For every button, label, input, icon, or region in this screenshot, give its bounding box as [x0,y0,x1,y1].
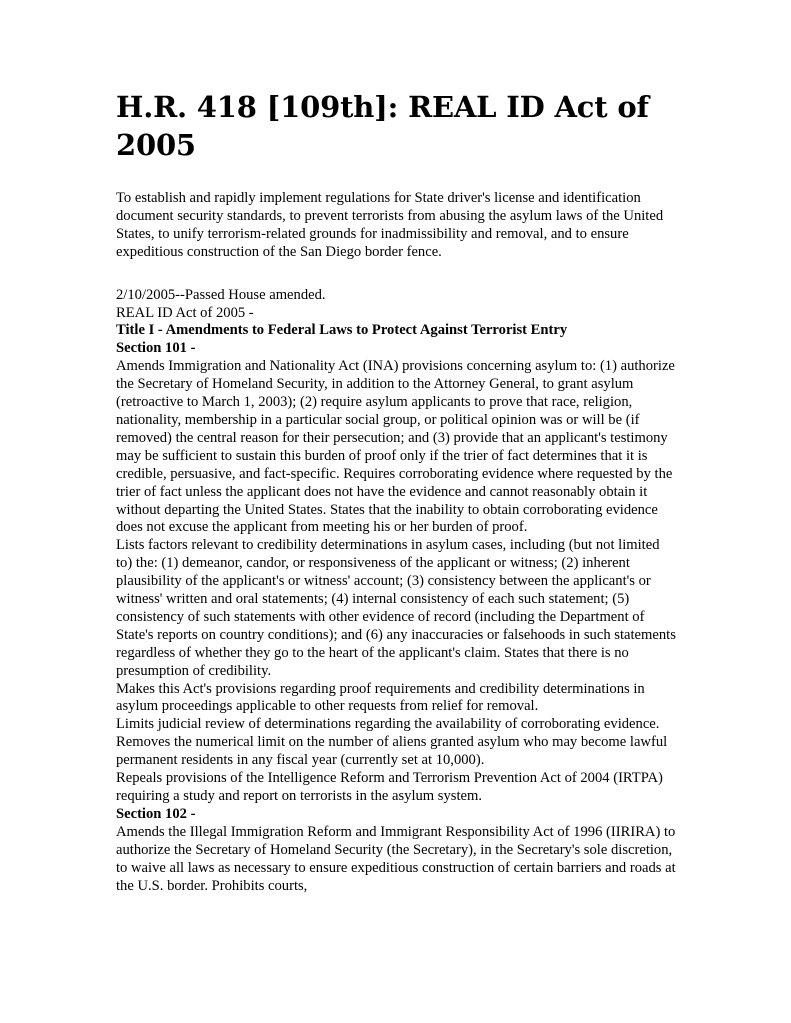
act-name-line: REAL ID Act of 2005 - [116,304,254,321]
section-paragraph: Repeals provisions of the Intelligence Reform and Terrorism Prevention Act of 2004 (IRTPA) requiring a study and report on terrorists in the asylum system. [116,770,663,804]
section-paragraph: Amends the Illegal Immigration Reform and Immigrant Responsibility Act of 1996 (IIRIRA) to authorize the Secretary of Homeland Security (the Secretary), in the Secretary's sole discretion, to waive all laws as necessary to ensure expeditious construction of certain barriers and roads at the U.S. border. Prohibits courts, [116,823,676,894]
section-102 [116,806,676,896]
section-heading: Section 102 - [116,805,196,822]
section-paragraph: Removes the numerical limit on the number of aliens granted asylum who may become lawful permanent residents in any fiscal year (currently set at 10,000). [116,734,668,769]
section-101 [116,340,676,806]
section-paragraph: Limits judicial review of determinations regarding the availability of corroborating evidence. [116,716,660,733]
document-title: H.R. 418 [109th]: REAL ID Act of 2005 [116,90,649,162]
section-paragraph: Makes this Act's provisions regarding proof requirements and credibility determinations in asylum proceedings applicable to other requests from relief for removal. [116,680,645,715]
title-i-heading: Title I - Amendments to Federal Laws to Protect Against Terrorist Entry [116,322,568,339]
status-line: 2/10/2005--Passed House amended. [116,286,326,303]
section-heading: Section 101 - [116,340,196,357]
document-page [116,88,676,895]
section-paragraph: Lists factors relevant to credibility determinations in asylum cases, including (but not limited to) the: (1) demeanor, candor, or responsiveness of the applicant or witness; (2) inherent plausibility of the applicant's or witness' account; (3) consistency between the applicant's or witness' written and oral statements; (4) internal consistency of each such statement; (5) consistency of such statements with other evidence of record (including the Department of State's reports on country conditions); and (6) any inaccuracies or falsehoods in such statements regardless of whether they go to the heart of the applicant's claim. States that there is no presumption of credibility. [116,537,676,679]
section-paragraph: Amends Immigration and Nationality Act (INA) provisions concerning asylum to: (1) authorize the Secretary of Homeland Security, in addition to the Attorney General, to grant asylum (retroactive to March 1, 2003); (2) require asylum applicants to prove that race, religion, nationality, membership in a particular social group, or political opinion was or will be (if removed) the central reason for their persecution; and (3) provide that an applicant's testimony may be sufficient to sustain this burden of proof only if the trier of fact determines that it is credible, persuasive, and fact-specific. Requires corroborating evidence where requested by the trier of fact unless the applicant does not have the evidence and cannot reasonably obtain it without departing the United States. States that the inability to obtain corroborating evidence does not excuse the applicant from meeting his or her burden of proof. [116,358,675,536]
bill-body [116,287,676,896]
bill-summary: To establish and rapidly implement regulations for State driver's license and identification document security standards, to prevent terrorists from abusing the asylum laws of the United States, to unify terrorism-related grounds for inadmissibility and removal, and to ensure expeditious construction of the San Diego border fence. [116,190,664,260]
